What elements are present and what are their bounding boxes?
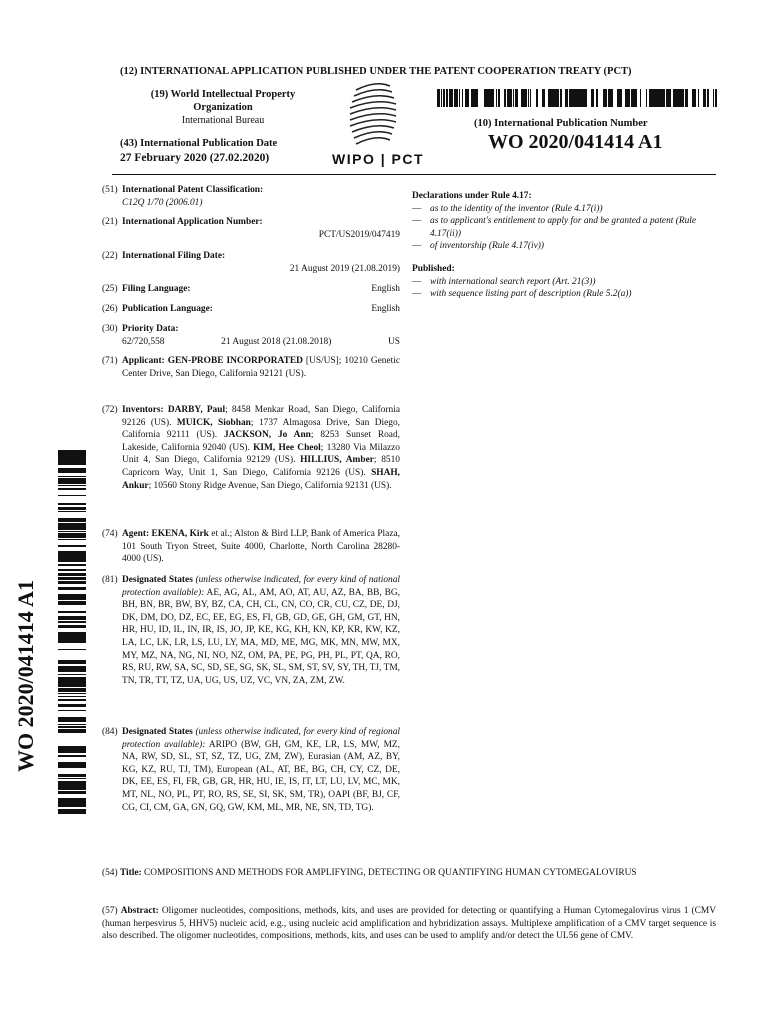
field-application-number [102,216,400,241]
published-section [412,263,712,301]
field-label: Designated States [122,727,193,737]
title-section [102,867,716,880]
priority-country: US [388,336,400,347]
publication-number: WO 2020/041414 A1 [488,131,663,153]
inventor-name: DARBY, Paul [167,405,226,415]
field-label: Designated States [122,575,193,585]
field-publication-language [102,303,400,316]
declaration-text: as to applicant's entitlement to apply for and be granted a patent (Rule 4.17(ii)) [430,216,697,239]
field-label: International Application Number: [122,217,263,227]
abstract-text: Oligomer nucleotides, compositions, methods, kits, and uses are provided for detecting or quantifying a Human Cytomegalovirus virus 1 (CMV (human herpesvirus 5, HHV5) nucleic acid, e.g., using nucleic acid amplification and hybridization assays. Multiplexe amplification of a CMV target sequence is also described. The oligomer nucleotides, compositions, methods, kits, and uses can be used to amplify and/or detect the UL56 gene of CMV. [102,906,717,942]
designated-qualifier: (unless otherwise indicated, for every kind of regional protection available): [122,727,400,750]
field-label: Inventors: [122,405,164,415]
field-number: (22) [102,251,118,261]
field-label: International Filing Date: [122,251,226,261]
declaration-text: as to the identity of the inventor (Rule 4.17(i)) [430,203,603,214]
inventor-name: JACKSON, Jo Ann [223,430,311,441]
field-number: (26) [102,304,118,314]
field-label: Agent: [122,529,150,539]
agent-name: EKENA, Kirk [151,529,209,539]
ipc-value: C12Q 1/70 (2006.01) [122,197,203,208]
field-designated-regional [102,726,400,814]
international-bureau: International Bureau [181,115,265,126]
priority-date: 21 August 2018 (21.08.2018) [221,336,332,347]
field-number: (21) [102,217,118,227]
designated-qualifier: (unless otherwise indicated, for every kind of national protection available): [122,575,400,598]
priority-number: 62/720,558 [122,336,165,347]
field-label: Priority Data: [122,324,179,334]
abstract-section [102,905,716,943]
publication-date-label: (43) International Publication Date [120,138,278,149]
field-label: Applicant: [122,356,165,366]
abstract-label: Abstract: [120,906,159,916]
field-ipc [102,184,400,209]
publication-language-value: English [371,304,400,314]
inventor-address: ; 1737 Almagosa Drive, San Diego, California 92111 (US). [122,417,401,441]
field-number: (51) [102,185,118,195]
designated-regional-list: ARIPO (BW, GH, GM, KE, LR, LS, MW, MZ, NA, RW, SD, SL, ST, SZ, TZ, UG, ZM, ZW), Eurasian (AM, AZ, BY, KG, KZ, RU, TJ, TM), European (AL, AT, BE, BG, CH, CY, CZ, DE, DK, EE, ES, FI, FR, GB, GR, HR, HU, IE, IS, IT, LT, LU, LV, MC, MK, MT, NL, NO, PL, PT, RO, RS, SE, SI, SK, SM, TR), OAPI (BF, BJ, CF, CG, CI, CM, GA, GN, GQ, GW, KM, ML, MR, NE, SN, TD, TG). [122,739,400,813]
published-heading: Published: [412,264,455,274]
declarations-section [412,190,712,253]
publication-date-block [120,137,277,165]
designated-national-list: AE, AG, AL, AM, AO, AT, AU, AZ, BA, BB, BG, BH, BN, BR, BW, BY, BZ, CA, CH, CL, CN, CO, CR, CU, CZ, DE, DJ, DK, DM, DO, DZ, EC, EE, EG, ES, FI, GB, GD, GE, GH, GM, GT, HN, HR, HU, ID, IL, IN, IR, IS, JO, JP, KE, KG, KH, KN, KP, KR, KW, KZ, LA, LC, LK, LR, LS, LU, LY, MA, MD, ME, MG, MK, MN, MW, MX, MY, MZ, NA, NG, NI, NO, NZ, OM, PA, PE, PG, PH, PL, PT, QA, RO, RS, RU, RW, SA, SC, SD, SE, SG, SK, SL, SM, ST, SV, SY, TH, TJ, TM, TN, TR, TT, TZ, UA, UG, US, UZ, VC, VN, ZA, ZM, ZW. [122,587,400,686]
field-number: (81) [102,575,118,585]
declaration-item: — as to applicant's entitlement to apply for and be granted a patent (Rule 4.17(ii)) [412,216,697,239]
field-label: Filing Language: [122,284,191,294]
header-divider [112,174,716,175]
applicant-address: [US/US]; 10210 Genetic Center Drive, San Diego, California 92121 (US). [122,356,401,379]
field-filing-language [102,283,400,296]
org-line-1: (19) World Intellectual Property [150,89,296,100]
published-item: — with international search report (Art. 21(3)) [412,276,596,287]
treaty-title: (12) INTERNATIONAL APPLICATION PUBLISHED UNDER THE PATENT COOPERATION TREATY (PCT) [120,66,632,77]
barcode-top-icon [437,89,717,107]
publication-number-label: (10) International Publication Number [474,118,648,129]
inventor-name: MUICK, Siobhan [176,417,251,428]
field-designated-national [102,574,400,687]
field-inventors [102,404,400,492]
field-label: International Patent Classification: [122,185,264,195]
filing-date-value: 21 August 2019 (21.08.2019) [289,263,400,274]
wipo-logo-icon [330,78,440,168]
inventor-name: HILLIUS, Amber [300,455,374,466]
publication-date-value: 27 February 2020 (27.02.2020) [120,152,270,164]
field-priority-data [102,323,400,348]
barcode-side-icon [58,448,86,814]
title-label: Title: [119,868,142,878]
wipo-organization [108,88,338,114]
field-number: (84) [102,727,118,737]
inventor-address: ; 13280 Via Milazzo Unit 4, San Diego, California 92129 (US). [122,442,400,466]
published-item: — with sequence listing part of description (Rule 5.2(a)) [412,289,632,300]
field-number: (25) [102,284,118,294]
field-filing-date [102,250,400,275]
inventor-address: ; 8458 Menkar Road, San Diego, California 92126 (US). [122,405,401,428]
inventor-name: KIM, Hee Cheol [253,442,321,453]
field-number: (30) [102,324,118,334]
field-number: (57) [102,906,118,916]
logo-text: WIPO | PCT [332,151,425,167]
field-label: Publication Language: [122,304,213,314]
field-number: (72) [102,405,118,415]
inventor-address: ; 8510 Capricorn Way, Unit 1, San Diego, California 92126 (US). [122,455,400,478]
inventor-name: SHAH, Ankur [122,467,400,491]
filing-language-value: English [371,284,400,294]
org-line-2: Organization [193,102,253,113]
declaration-item: — as to the identity of the inventor (Rule 4.17(i)) [412,203,603,214]
field-number: (74) [102,529,118,539]
agent-address: et al.; Alston & Bird LLP, Bank of America Plaza, 101 South Tryon Street, Suite 4000, Charlotte, North Carolina 28280-4000 (US). [122,529,400,565]
field-agent [102,528,400,566]
vertical-number-text: WO 2020/041414 A1 [13,580,38,772]
declarations-heading: Declarations under Rule 4.17: [412,191,532,201]
declaration-item: — of inventorship (Rule 4.17(iv)) [412,241,545,252]
field-number: (71) [102,356,118,366]
inventor-address: ; 10560 Stony Ridge Avenue, San Diego, California 92131 (US). [148,480,392,491]
published-text: with international search report (Art. 21(3)) [430,276,596,287]
published-text: with sequence listing part of description (Rule 5.2(a)) [430,289,632,300]
inventor-address: ; 8253 Sunset Road, Lakeside, California 92040 (US). [122,430,400,453]
field-number: (54) [102,868,118,878]
application-number-value: PCT/US2019/047419 [318,229,400,240]
title-value: COMPOSITIONS AND METHODS FOR AMPLIFYING, DETECTING OR QUANTIFYING HUMAN CYTOMEGALOVIRUS [144,868,637,878]
field-applicant [102,355,400,380]
declaration-text: of inventorship (Rule 4.17(iv)) [430,241,545,252]
inventors-list [122,405,400,491]
applicant-name: GEN-PROBE INCORPORATED [167,356,303,366]
wipo-pct-logo [330,78,440,168]
